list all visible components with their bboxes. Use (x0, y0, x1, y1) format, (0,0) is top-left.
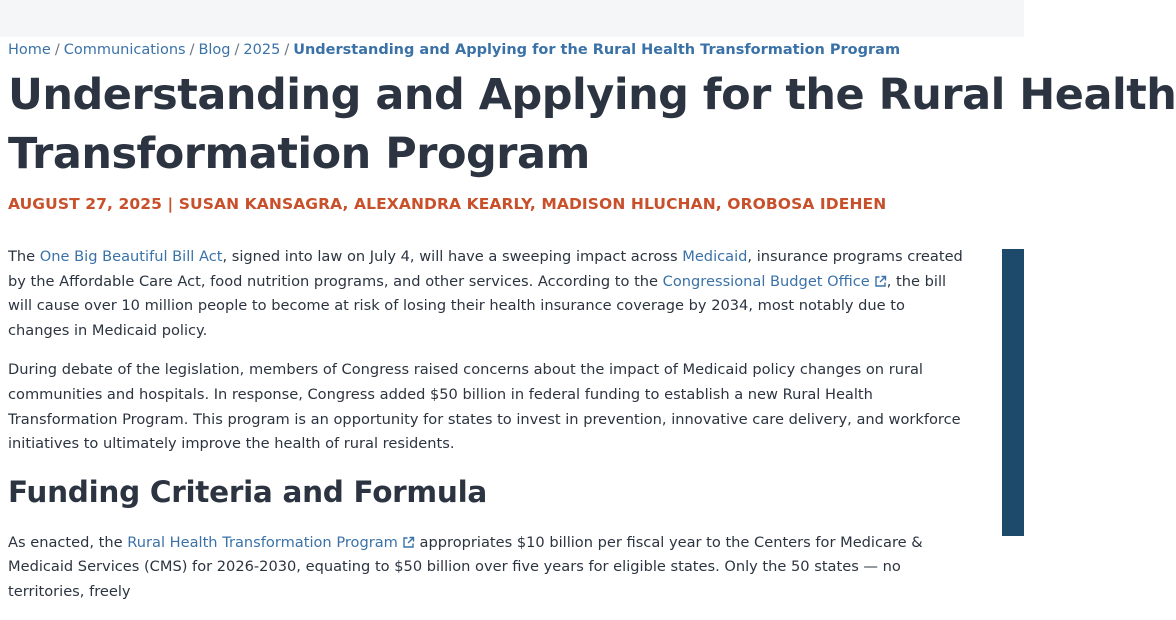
breadcrumb-blog[interactable]: Blog (198, 42, 231, 58)
text: appropriates $10 billion per fiscal year to the Centers for Medicare & Medicaid Services (CMS) for 2026-2030, equating to $50 billion over five years for eligible states. Only the 50 states — no territories, freely (8, 533, 923, 600)
link-label: Rural Health Transformation Program (127, 533, 398, 551)
link-one-big-beautiful-bill-act[interactable]: One Big Beautiful Bill Act (39, 248, 223, 265)
external-link-icon (402, 536, 415, 549)
paragraph-1 (8, 245, 968, 343)
breadcrumb-home[interactable]: Home (8, 42, 51, 58)
article-body (8, 245, 968, 620)
text: , insurance programs created by the Affordable Care Act, food nutrition programs, and other services. According to the (8, 248, 963, 290)
section-heading-funding-criteria: Funding Criteria and Formula (8, 474, 487, 509)
page-title (8, 66, 1176, 184)
breadcrumb-separator: / (234, 42, 240, 58)
breadcrumb-communications[interactable]: Communications (63, 42, 186, 58)
breadcrumb-year[interactable]: 2025 (243, 42, 281, 58)
article-byline: AUGUST 27, 2025 | SUSAN KANSAGRA, ALEXANDRA KEARLY, MADISON HLUCHAN, OROBOSA IDEHEN (8, 195, 887, 213)
sidebar-tab[interactable] (1002, 249, 1024, 536)
breadcrumb-separator: / (284, 42, 290, 58)
breadcrumb-separator: / (54, 42, 60, 58)
link-congressional-budget-office[interactable] (663, 273, 887, 290)
page-title-line-2: Transformation Program (8, 129, 590, 179)
text: The (8, 248, 40, 265)
text: , the bill will cause over 10 million people to become at risk of losing their health insurance coverage by 2034, most notably due to changes in Medicaid policy. (8, 272, 947, 339)
paragraph-3 (8, 531, 968, 605)
breadcrumb-current: Understanding and Applying for the Rural Health Transformation Program (293, 42, 901, 58)
text: As enacted, the (8, 533, 128, 551)
text: , signed into law on July 4, will have a sweeping impact across (222, 248, 683, 265)
top-bar (0, 0, 1024, 37)
external-link-icon (874, 275, 887, 288)
link-rural-health-transformation-program[interactable] (127, 534, 415, 551)
link-medicaid[interactable]: Medicaid (682, 248, 748, 265)
breadcrumb-separator: / (189, 42, 195, 58)
page-title-line-1: Understanding and Applying for the Rural Health (8, 70, 1176, 120)
breadcrumb (8, 41, 1018, 59)
link-label: Congressional Budget Office (662, 272, 870, 290)
paragraph-2: During debate of the legislation, members of Congress raised concerns about the impact of Medicaid policy changes on rural communities and hospitals. In response, Congress added $50 billion in federal funding to establish a new Rural Health Transformation Program. This program is an opportunity for states to invest in prevention, innovative care delivery, and workforce initiatives to ultimately improve the health of rural residents. (8, 361, 961, 453)
